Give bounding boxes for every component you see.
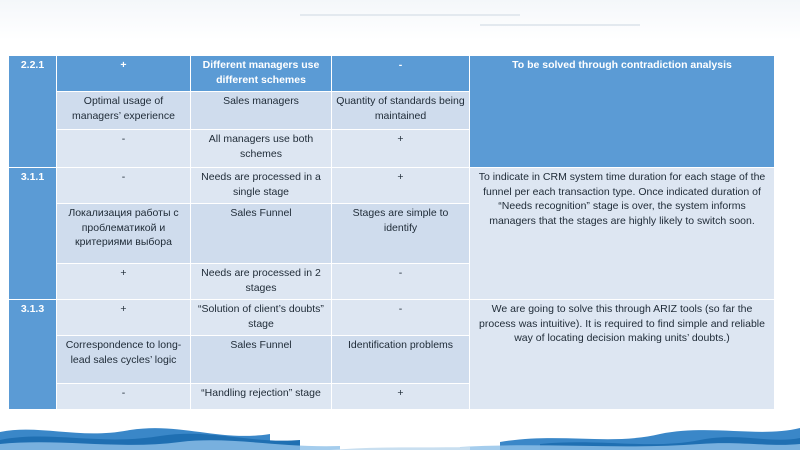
- table-cell: Локализация работы с проблематикой и критериями выбора: [57, 204, 191, 264]
- row-id: 2.2.1: [9, 56, 57, 168]
- table-cell: Sales Funnel: [191, 204, 332, 264]
- table-row: [9, 168, 775, 204]
- table-cell: Correspondence to long-lead sales cycles’ logic: [57, 336, 191, 384]
- bottom-wave-decoration: [0, 420, 800, 450]
- table-cell: +: [332, 130, 470, 168]
- table-cell: Quantity of standards being maintained: [332, 92, 470, 130]
- slide-top-decoration: [0, 0, 800, 40]
- table-row: [9, 56, 775, 92]
- table-cell: Optimal usage of managers’ experience: [57, 92, 191, 130]
- table-cell: -: [332, 56, 470, 92]
- row-id: 3.1.1: [9, 168, 57, 300]
- table-cell: Identification problems: [332, 336, 470, 384]
- table-cell: +: [332, 384, 470, 410]
- table-cell: -: [332, 264, 470, 300]
- table-cell: -: [332, 300, 470, 336]
- table-cell: +: [57, 264, 191, 300]
- table-cell: +: [57, 56, 191, 92]
- solution-note: We are going to solve this through ARIZ tools (so far the process was intuitive). It is required to find simple and reliable way of locating decision making units’ doubts.): [470, 300, 775, 410]
- table-cell: “Handling rejection” stage: [191, 384, 332, 410]
- table-cell: All managers use both schemes: [191, 130, 332, 168]
- table-row: [9, 300, 775, 336]
- table-cell: Sales managers: [191, 92, 332, 130]
- table-cell: -: [57, 168, 191, 204]
- table-cell: “Solution of client’s doubts” stage: [191, 300, 332, 336]
- table-cell: +: [57, 300, 191, 336]
- table-cell: -: [57, 384, 191, 410]
- table-cell: Stages are simple to identify: [332, 204, 470, 264]
- contradiction-table: [8, 55, 775, 410]
- solution-note: To be solved through contradiction analysis: [470, 56, 775, 168]
- table-cell: Needs are processed in a single stage: [191, 168, 332, 204]
- solution-note: To indicate in CRM system time duration for each stage of the funnel per each transaction type. Once indicated duration of “Needs recognition” stage is over, the system informs managers that the stages are highly likely to switch soon.: [470, 168, 775, 300]
- table-cell: -: [57, 130, 191, 168]
- table-cell: Different managers use different schemes: [191, 56, 332, 92]
- table-cell: Sales Funnel: [191, 336, 332, 384]
- row-id: 3.1.3: [9, 300, 57, 410]
- table-cell: +: [332, 168, 470, 204]
- table-cell: Needs are processed in 2 stages: [191, 264, 332, 300]
